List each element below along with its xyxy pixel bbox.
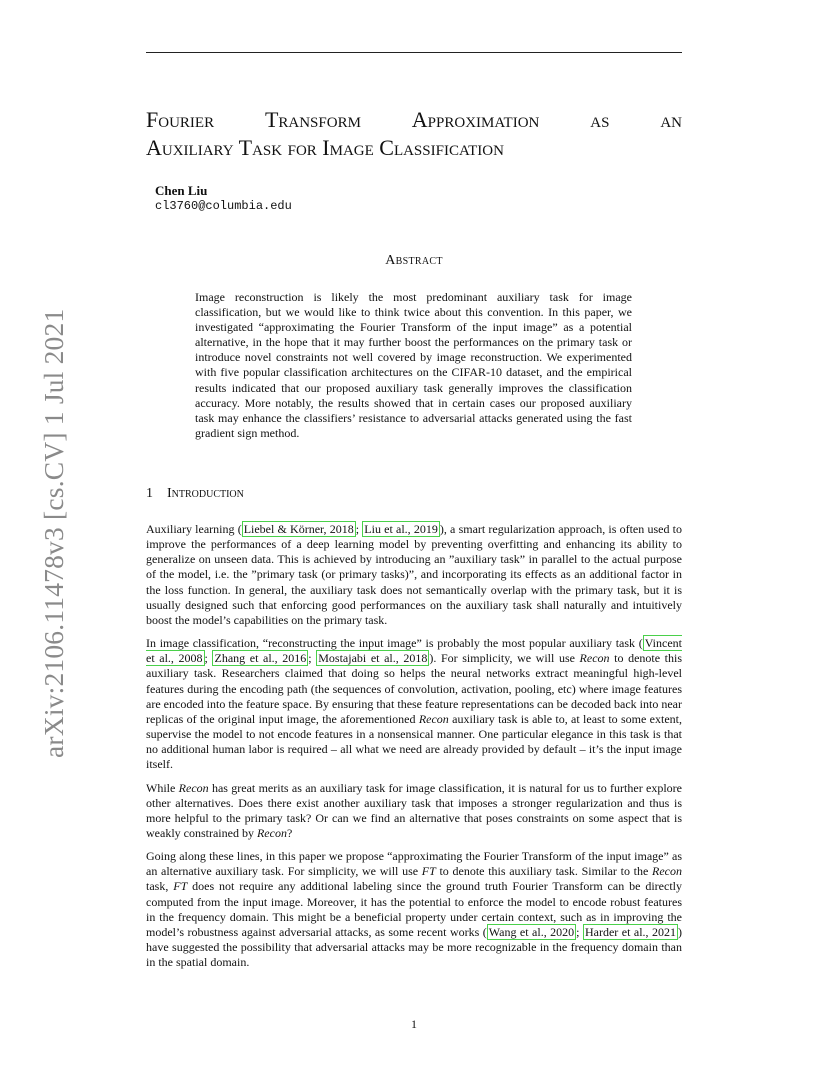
emphasis: Recon xyxy=(418,711,449,726)
title-word: as xyxy=(590,107,610,132)
citation-link[interactable]: Wang et al., 2020 xyxy=(488,924,575,939)
top-rule xyxy=(146,52,682,53)
citation-link[interactable]: Harder et al., 2021 xyxy=(584,924,676,939)
citation-link[interactable]: Vincent et al., 2008 xyxy=(146,636,682,666)
citation-link[interactable]: Liu et al., 2019 xyxy=(364,522,438,536)
text-run: to denote this auxiliary task. Researchers claimed that doing so helps the neural networks extract meaningful high-level features during the encoding path (the sequences of convolution, activation, pooling, etc) where image features are encoded into the feature space. By ensuring that these feature representations can be decoded back into near replicas of the original input image, the aforementioned xyxy=(146,651,683,726)
text-run: ; xyxy=(576,924,583,939)
author-name: Chen Liu xyxy=(155,183,208,198)
title-word: an xyxy=(660,107,682,132)
paragraph-2 xyxy=(146,636,682,772)
text-run: does not require any additional labeling since the ground truth Fourier Transform can be directly computed from the input image. Moreover, it has the potential to enforce the model to encode robust features in the frequency domain. This might be a beneficial property under certain context, such as in improving the model’s robustness against adversarial attacks, as some recent works ( xyxy=(146,879,682,939)
text-run: ). For simplicity, we will use xyxy=(429,651,580,666)
title-word: Approximation xyxy=(411,107,540,132)
abstract-text: Image reconstruction is likely the most predominant auxiliary task for image classification, but we would like to think twice about this convention. In this paper, we investigated “approximating the Fourier Transform of the input image” as a potential alternative, in the hope that it may further boost the performances on the primary task or introduce novel constraints not well covered by image reconstruction. We experimented with five popular classification architectures on the CIFAR-10 dataset, and the empirical results indicated that our proposed auxiliary task generally improves the classification accuracy. More notably, the results showed that in certain cases our proposed auxiliary task may enhance the classifiers’ resistance to adversarial attacks generated using the fast gradient sign method. xyxy=(195,290,632,440)
text-run: task, xyxy=(146,879,174,894)
text-run: ) have suggested the possibility that adversarial attacks may be more recognizable in the frequency domain than in the spatial domain. xyxy=(146,924,682,970)
citation-link[interactable]: Mostajabi et al., 2018 xyxy=(318,651,428,666)
text-run: ; xyxy=(204,651,213,666)
emphasis: Recon xyxy=(256,825,287,840)
title-line-1 xyxy=(146,106,682,134)
text-run: ), a smart regularization approach, is often used to improve the performances of a deep learning model by preventing overfitting and enhancing its ability to generalize on unseen data. This is achieved by introducing an ”auxiliary task” in parallel to the actual purpose of the model, i.e. the ”primary task (or primary tasks)”, and incorporating its effects as an additional factor in the loss function. In general, the auxiliary task does not semantically overlap with the primary task, but it is usually designed such that enforcing good performances on the auxiliary task shall naturally and intuitively boost the model’s capabilities on the primary task. xyxy=(146,522,682,627)
title-word: Fourier xyxy=(146,107,215,132)
text-run: Going along these lines, in this paper we propose “approximating the Fourier Transform of the input image” as an alternative auxiliary task. For simplicity, we will use xyxy=(146,849,682,879)
text-run: ; xyxy=(308,651,317,666)
paragraph-3 xyxy=(146,781,682,842)
page-number: 1 xyxy=(411,1017,417,1031)
text-run: ? xyxy=(286,825,293,840)
section-heading xyxy=(146,486,244,502)
text-run: Auxiliary learning ( xyxy=(146,522,242,536)
citation-link[interactable]: Zhang et al., 2016 xyxy=(214,651,307,666)
emphasis: FT xyxy=(173,879,188,894)
paragraph-4 xyxy=(146,849,682,970)
citation-link[interactable]: Liebel & Körner, 2018 xyxy=(243,522,354,536)
title-line-2: Auxiliary Task for Image Classification xyxy=(146,135,504,160)
title-word: Transform xyxy=(264,107,361,132)
author-email: cl3760@columbia.edu xyxy=(155,199,292,213)
text-run: to denote this auxiliary task. Similar to the xyxy=(435,864,653,879)
emphasis: FT xyxy=(421,864,436,879)
text-run: auxiliary task is able to, at least to some extent, supervise the model to not encode features in a nonsensical manner. One particular elegance in this task is that no additional human labor is required – all what we need are already provided by default – it’s the input image itself. xyxy=(146,711,682,772)
section-body xyxy=(146,522,682,978)
text-run: ; xyxy=(355,522,363,536)
text-run: has great merits as an auxiliary task for image classification, it is natural for us to further explore other alternatives. Does there exist another auxiliary task that imposes a stronger regularization and thus is more helpful to the primary task? Or can we find an alternative that poses constraints on some aspect that is weakly constrained by xyxy=(146,780,683,840)
paper-title xyxy=(146,106,682,162)
text-run: While xyxy=(146,780,179,795)
text-run: In image classification, “reconstructing the input image” is probably the most popular auxiliary task ( xyxy=(146,636,643,651)
emphasis: Recon xyxy=(652,864,682,879)
emphasis: Recon xyxy=(579,651,610,666)
section-title: Introduction xyxy=(167,486,244,501)
abstract-heading: Abstract xyxy=(385,253,443,268)
arxiv-identifier: arXiv:2106.11478v3 [cs.CV] 1 Jul 2021 xyxy=(38,308,69,758)
section-number: 1 xyxy=(146,486,153,501)
paragraph-1 xyxy=(146,522,682,628)
emphasis: Recon xyxy=(178,780,209,795)
